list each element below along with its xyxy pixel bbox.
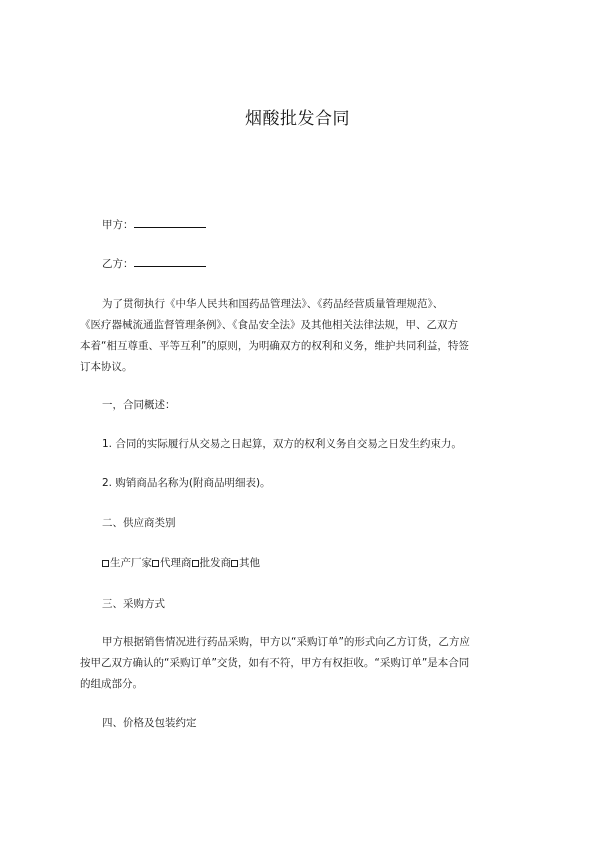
section3-paragraph bbox=[80, 632, 528, 695]
checkbox-icon[interactable] bbox=[102, 560, 109, 567]
section3-line: 甲方根据销售情况进行药品采购，甲方以“采购订单”的形式向乙方订货，乙方应 bbox=[102, 636, 470, 648]
option-label: 代理商 bbox=[160, 557, 192, 569]
section3-line: 的组成部分。 bbox=[80, 678, 143, 690]
preamble-line: 为了贯彻执行《中华人民共和国药品管理法》、《药品经营质量管理规范》、 bbox=[102, 298, 444, 310]
party-b-blank bbox=[134, 257, 206, 267]
document-title: 烟酸批发合同 bbox=[245, 109, 350, 129]
checkbox-icon[interactable] bbox=[231, 560, 238, 567]
party-a-label: 甲方： bbox=[102, 219, 134, 231]
preamble-line: 订本协议。 bbox=[80, 361, 133, 373]
section1-heading: 一，合同概述： bbox=[102, 399, 176, 411]
section1-item1: 1. 合同的实际履行从交易之日起算，双方的权利义务自交易之日发生约束力。 bbox=[102, 438, 462, 450]
preamble-line: 《医疗器械流通监督管理条例》、《食品安全法》及其他相关法律法规，甲、乙双方 bbox=[80, 319, 458, 331]
section4-heading: 四、价格及包装约定 bbox=[102, 717, 197, 729]
option-label: 生产厂家 bbox=[110, 557, 152, 569]
section1-item2: 2. 购销商品名称为(附商品明细表)。 bbox=[102, 477, 271, 489]
party-b-label: 乙方： bbox=[102, 258, 134, 270]
option-label: 批发商 bbox=[199, 557, 231, 569]
section3-line: 按甲乙双方确认的“采购订单”交货，如有不符，甲方有权拒收。“采购订单”是本合同 bbox=[80, 657, 470, 669]
supplier-type-options bbox=[102, 556, 260, 570]
checkbox-icon[interactable] bbox=[192, 560, 199, 567]
party-a-line bbox=[102, 218, 206, 232]
party-a-blank bbox=[134, 218, 206, 228]
party-b-line bbox=[102, 257, 206, 271]
option-label: 其他 bbox=[239, 557, 260, 569]
preamble-paragraph bbox=[80, 294, 528, 378]
checkbox-icon[interactable] bbox=[152, 560, 159, 567]
section3-heading: 三、采购方式 bbox=[102, 598, 165, 610]
preamble-line: 本着“相互尊重、平等互利”的原则，为明确双方的权利和义务，维护共同利益，特签 bbox=[80, 340, 469, 352]
section2-heading: 二、供应商类别 bbox=[102, 517, 176, 529]
